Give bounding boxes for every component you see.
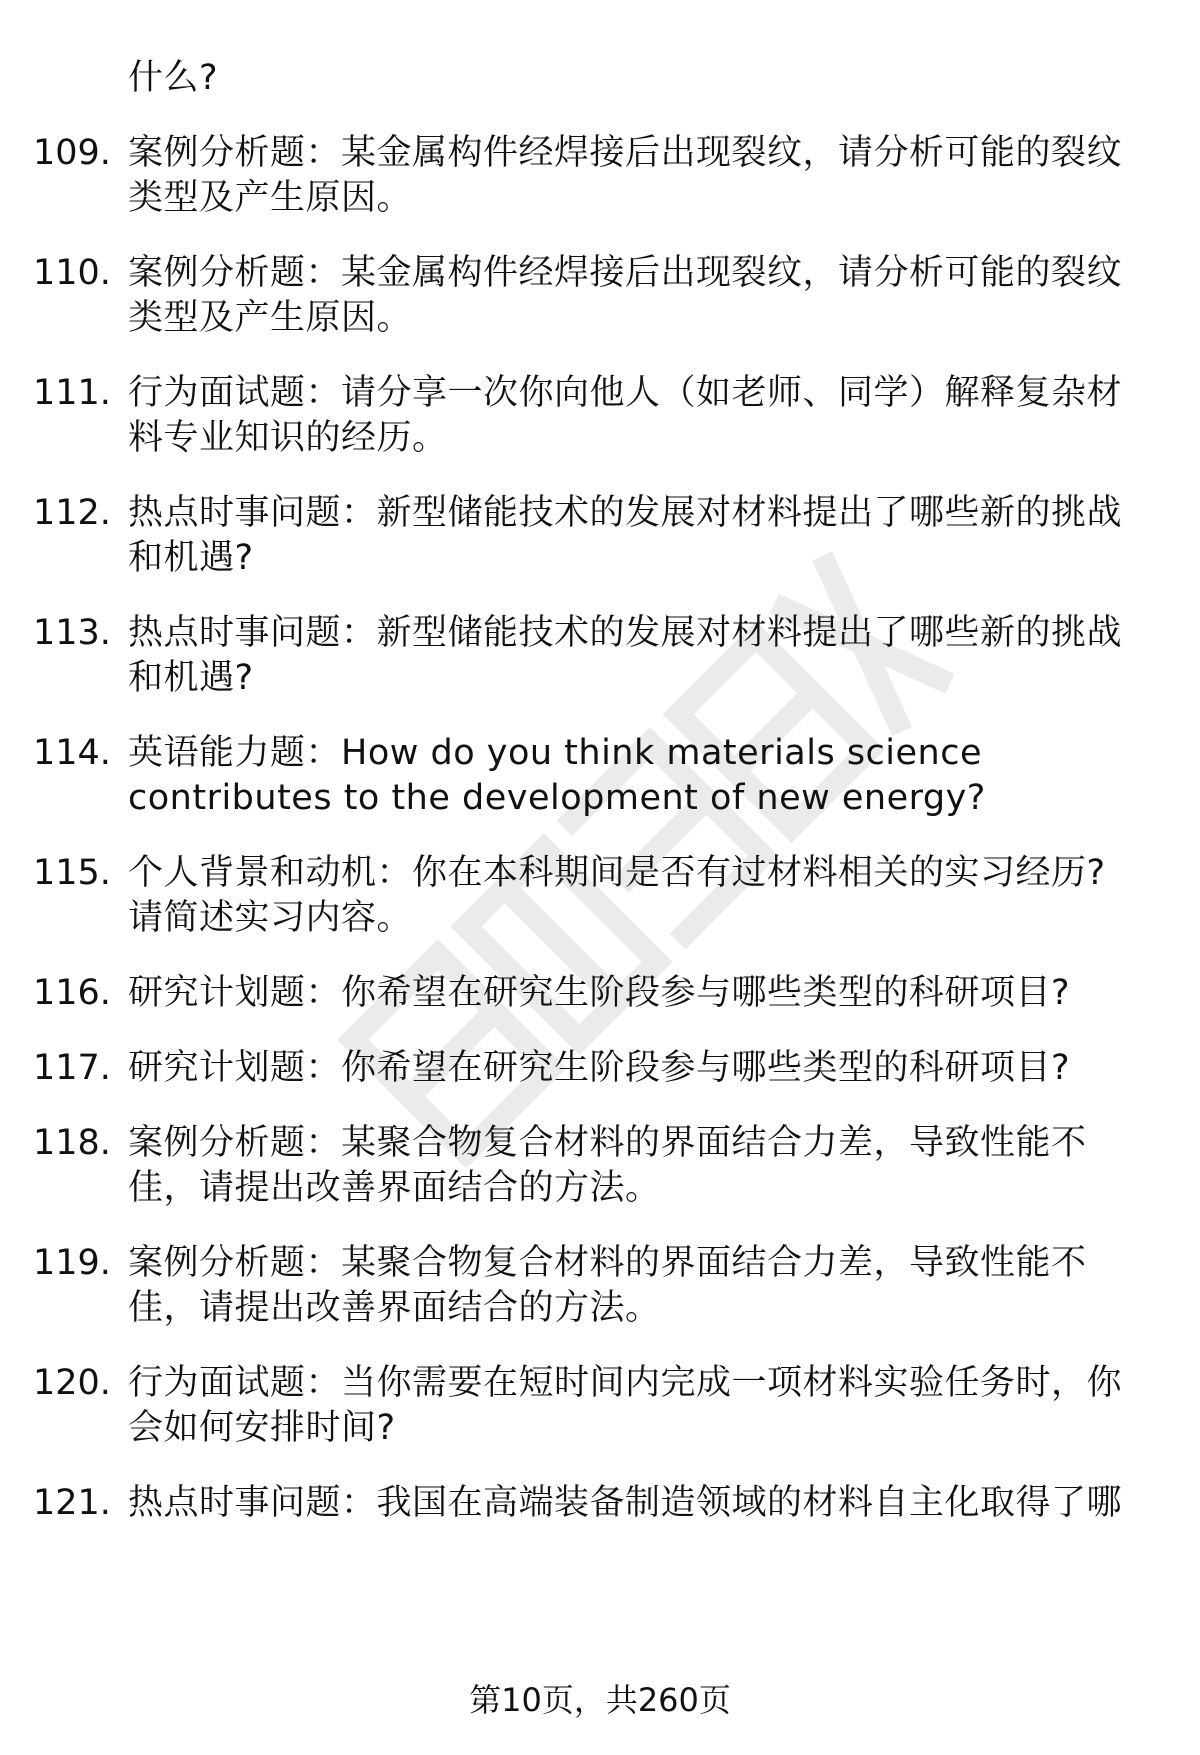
item-number: 119. xyxy=(33,1243,111,1283)
item-number: 121. xyxy=(33,1483,111,1523)
item-text-line1: 个人背景和动机：你在本科期间是否有过材料相关的实习经历? xyxy=(128,853,1106,893)
item-text-line1: 热点时事问题：新型储能技术的发展对材料提出了哪些新的挑战 xyxy=(128,613,1123,653)
item-text-line1: 英语能力题：How do you think materials science xyxy=(128,733,983,773)
item-text-line1: 行为面试题：请分享一次你向他人（如老师、同学）解释复杂材 xyxy=(128,373,1123,413)
item-text-line1: 案例分析题：某金属构件经焊接后出现裂纹，请分析可能的裂纹 xyxy=(128,253,1123,293)
item-text-line2: 类型及产生原因。 xyxy=(128,178,413,218)
item-text-line1: 研究计划题：你希望在研究生阶段参与哪些类型的科研项目? xyxy=(128,1048,1071,1088)
item-number: 118. xyxy=(33,1123,111,1163)
item-text-line2: 佳，请提出改善界面结合的方法。 xyxy=(128,1168,661,1208)
item-number: 117. xyxy=(33,1048,111,1088)
item-text-line2: 和机遇? xyxy=(128,658,254,698)
item-number: 120. xyxy=(33,1363,111,1403)
page-footer: 第10页，共260页 xyxy=(469,1681,731,1719)
item-number: 110. xyxy=(33,253,111,293)
item-text-line2: 类型及产生原因。 xyxy=(128,298,413,338)
item-number: 109. xyxy=(33,133,111,173)
item-text-line2: 会如何安排时间? xyxy=(128,1408,396,1448)
item-number: 115. xyxy=(33,853,111,893)
item-text-line2: 料专业知识的经历。 xyxy=(128,418,448,458)
item-text-line1: 案例分析题：某聚合物复合材料的界面结合力差，导致性能不 xyxy=(128,1243,1087,1283)
item-number: 116. xyxy=(33,973,111,1013)
continuation-text: 什么? xyxy=(128,58,219,98)
item-text-line2: 和机遇? xyxy=(128,538,254,578)
item-text-line2: 佳，请提出改善界面结合的方法。 xyxy=(128,1288,661,1328)
item-number: 111. xyxy=(33,373,111,413)
item-number: 113. xyxy=(33,613,111,653)
item-text-line1: 案例分析题：某聚合物复合材料的界面结合力差，导致性能不 xyxy=(128,1123,1087,1163)
item-number: 112. xyxy=(33,493,111,533)
item-text-line1: 热点时事问题：新型储能技术的发展对材料提出了哪些新的挑战 xyxy=(128,493,1123,533)
item-text-line1: 行为面试题：当你需要在短时间内完成一项材料实验任务时，你 xyxy=(128,1363,1123,1403)
item-text-line2: 请简述实习内容。 xyxy=(128,898,413,938)
item-text-line1: 案例分析题：某金属构件经焊接后出现裂纹，请分析可能的裂纹 xyxy=(128,133,1123,173)
item-number: 114. xyxy=(33,733,111,773)
item-text-line1: 热点时事问题：我国在高端装备制造领域的材料自主化取得了哪 xyxy=(128,1483,1123,1523)
item-text-line1: 研究计划题：你希望在研究生阶段参与哪些类型的科研项目? xyxy=(128,973,1071,1013)
item-text-line2: contributes to the development of new energy? xyxy=(128,778,986,818)
